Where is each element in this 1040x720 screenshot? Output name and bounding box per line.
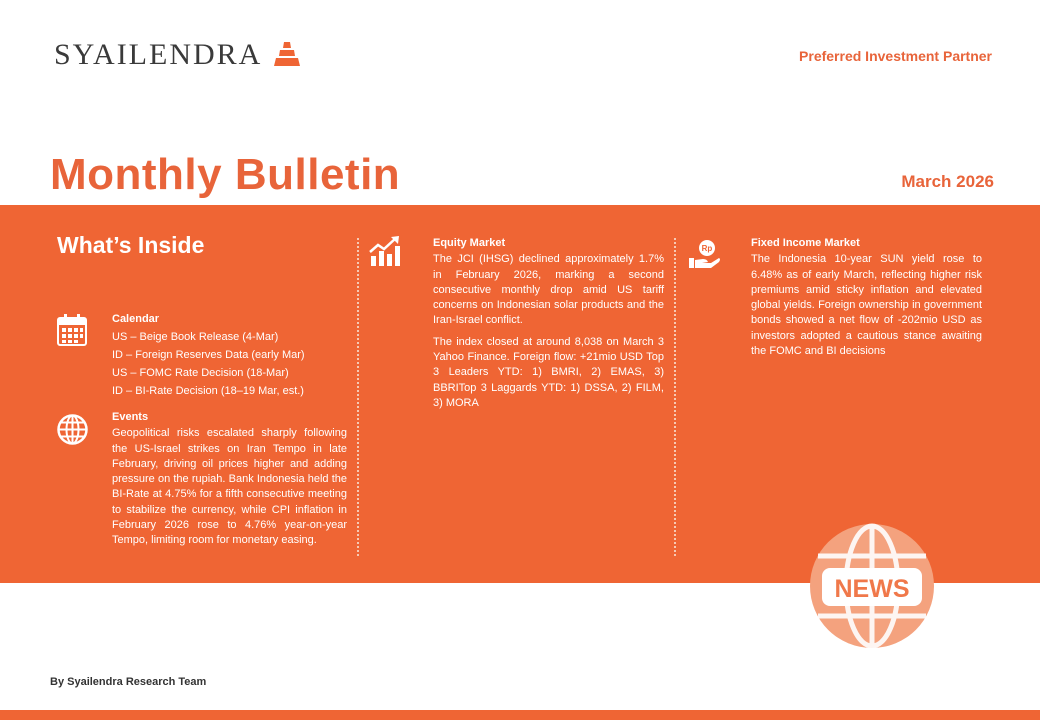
bulletin-date: March 2026 (901, 172, 994, 191)
logo-text: SYAILENDRA (54, 38, 263, 71)
news-label: NEWS (834, 575, 910, 603)
tagline: Preferred Investment Partner (799, 48, 992, 64)
logo-stack-icon (272, 42, 302, 68)
calendar-item: ID – Foreign Reserves Data (early Mar) (112, 349, 305, 362)
brand-logo (54, 38, 302, 72)
fixed-income-title: Fixed Income Market (751, 237, 860, 249)
hand-coin-icon (689, 238, 721, 270)
fixed-income-paragraph: The Indonesia 10-year SUN yield rose to 6.48% as of early March, reflecting higher risk premiums amid sticky inflation and elevated global yields. Foreign ownership in government bonds showed a net flow of -202mio USD as investors adopted a cautious stance awaiting the FOMC and BI decisions (751, 253, 982, 358)
equity-section (433, 236, 664, 411)
column-divider (674, 238, 676, 556)
calendar-icon (57, 314, 87, 346)
calendar-title: Calendar (112, 313, 160, 325)
globe-icon (57, 414, 88, 445)
news-globe-icon (808, 522, 936, 650)
events-section (112, 410, 347, 549)
fixed-income-section (751, 236, 982, 359)
events-text: Geopolitical risks escalated sharply following the US-Israel strikes on Iran Tempo in late February, driving oil prices higher and adding pressure on the rupiah. Bank Indonesia held the BI-Rate at 4.75% for a fifth consecutive meeting to stabilize the currency, while CPI inflation in February 2026 rose to 4.76% year-on-year Tempo, limiting room for monetary easing. (112, 427, 347, 547)
calendar-item: US – FOMC Rate Decision (18-Mar) (112, 367, 289, 380)
footer-bar (0, 710, 1040, 720)
column-divider (357, 238, 359, 556)
equity-paragraph-2: The index closed at around 8,038 on March 3 Yahoo Finance. Foreign flow: +21mio USD Top 3 Leaders YTD: 1) BMRI, 2) EMAS, 3) BBRITop 3 Laggards YTD: 1) DSSA, 2) FILM, 3) MORA (433, 335, 664, 409)
bar-chart-growth-icon (369, 236, 401, 266)
calendar-item: US – Beige Book Release (4-Mar) (112, 331, 279, 344)
equity-paragraph-1: The JCI (IHSG) declined approximately 1.7% in February 2026, marking a second consecutive monthly drop amid US tariff concerns on Indonesian solar products and the Iran-Israel conflict. (433, 253, 664, 327)
calendar-item: ID – BI-Rate Decision (18–19 Mar, est.) (112, 385, 304, 398)
calendar-section (112, 312, 348, 400)
page-title: Monthly Bulletin (50, 150, 401, 199)
equity-title: Equity Market (433, 237, 506, 249)
coin-label: Rp (701, 244, 713, 253)
byline: By Syailendra Research Team (50, 676, 207, 688)
events-title: Events (112, 411, 149, 423)
whats-inside-heading: What’s Inside (57, 232, 205, 258)
